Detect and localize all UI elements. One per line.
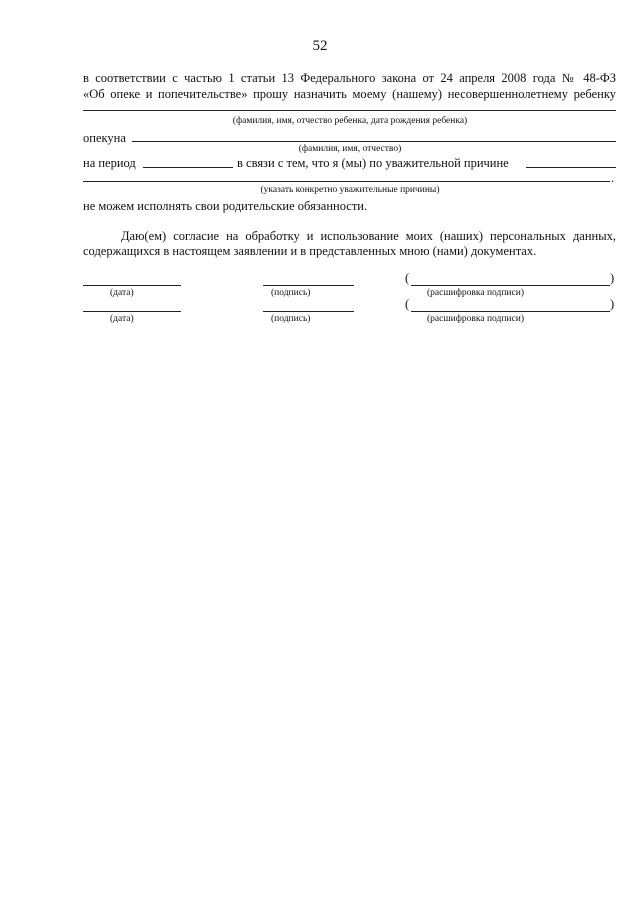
date-caption-2: (дата) bbox=[110, 314, 134, 324]
guardian-label: опекуна bbox=[83, 131, 126, 145]
consent-line-1: Даю(ем) согласие на обработку и использование моих (наших) персональных данных, bbox=[121, 229, 616, 243]
request-line: «Об опеке и попечительстве» прошу назначить моему (нашему) несовершеннолетнему ребенку bbox=[83, 87, 616, 101]
consent-line-2: содержащихся в настоящем заявлении и в представленных мною (нами) документах. bbox=[83, 244, 537, 258]
date-caption-1: (дата) bbox=[110, 288, 134, 298]
date-field-2[interactable] bbox=[83, 311, 181, 312]
decode-caption-1: (расшифровка подписи) bbox=[427, 288, 524, 298]
decode-caption-2: (расшифровка подписи) bbox=[427, 314, 524, 324]
cannot-fulfill-text: не можем исполнять свои родительские обязанности. bbox=[83, 199, 368, 213]
signature-caption-2: (подпись) bbox=[271, 314, 311, 324]
decode-close-paren-2: ) bbox=[610, 297, 615, 311]
decode-open-paren-2: ( bbox=[405, 297, 410, 311]
reason-label: в связи с тем, что я (мы) по уважительной причине bbox=[237, 156, 509, 170]
reason-period-mark: . bbox=[611, 171, 615, 185]
child-name-field[interactable] bbox=[83, 110, 616, 111]
signature-field-1[interactable] bbox=[263, 285, 354, 286]
decode-close-paren-1: ) bbox=[610, 271, 615, 285]
date-field-1[interactable] bbox=[83, 285, 181, 286]
signature-field-2[interactable] bbox=[263, 311, 354, 312]
guardian-name-field[interactable] bbox=[132, 141, 616, 142]
guardian-name-caption: (фамилия, имя, отчество) bbox=[298, 144, 402, 154]
reason-field[interactable] bbox=[83, 181, 610, 182]
period-label: на период bbox=[83, 156, 136, 170]
period-field[interactable] bbox=[143, 167, 233, 168]
reason-field-start[interactable] bbox=[526, 167, 616, 168]
decode-field-1[interactable] bbox=[411, 285, 610, 286]
law-reference-line: в соответствии с частью 1 статьи 13 Федерального закона от 24 апреля 2008 года № 48-ФЗ bbox=[83, 71, 616, 85]
decode-open-paren-1: ( bbox=[405, 271, 410, 285]
signature-caption-1: (подпись) bbox=[271, 288, 311, 298]
page-number: 52 bbox=[312, 38, 328, 54]
decode-field-2[interactable] bbox=[411, 311, 610, 312]
reason-caption: (указать конкретно уважительные причины) bbox=[260, 185, 440, 195]
child-name-caption: (фамилия, имя, отчество ребенка, дата рождения ребенка) bbox=[232, 116, 468, 126]
